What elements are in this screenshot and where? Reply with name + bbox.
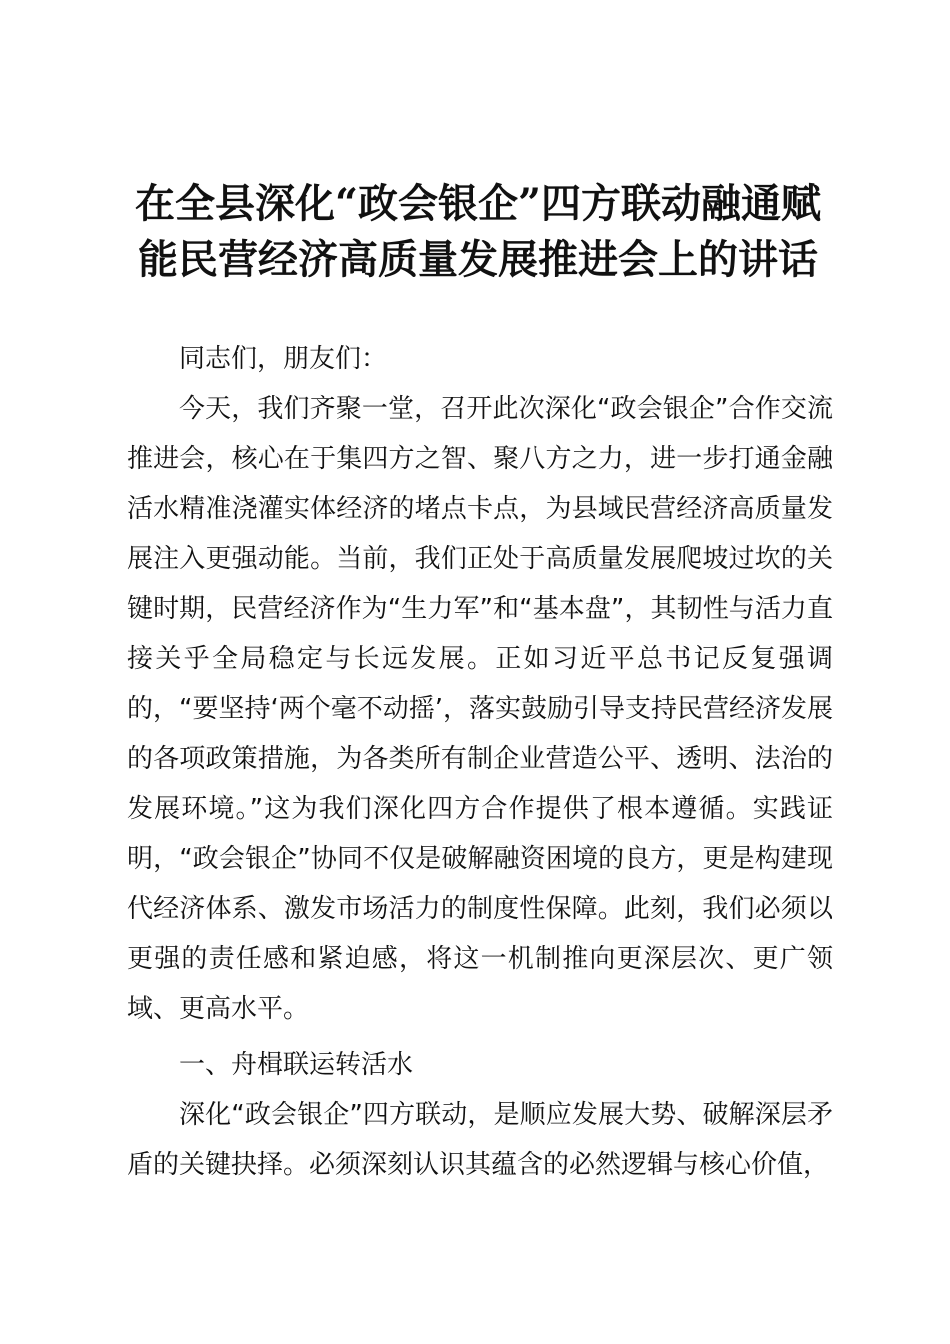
greeting-paragraph: 同志们，朋友们： [179,344,388,374]
section-paragraph: 深化“政会银企”四方联动，是顺应发展大势、破解深层矛盾的关键抉择。必须深刻认识其蕴含的必然逻辑与核心价值， [127,1100,833,1180]
document-body [127,334,833,1190]
intro-paragraph: 今天，我们齐聚一堂，召开此次深化“政会银企”合作交流推进会，核心在于集四方之智、聚八方之力，进一步打通金融活水精准浇灌实体经济的堵点卡点，为县域民营经济高质量发展注入更强动能。当前，我们正处于高质量发展爬坡过坎的关键时期，民营经济作为“生力军”和“基本盘”，其韧性与活力直接关乎全局稳定与长远发展。正如习近平总书记反复强调的，“要坚持‘两个毫不动摇’，落实鼓励引导支持民营经济发展的各项政策措施，为各类所有制企业营造公平、透明、法治的发展环境。”这为我们深化四方合作提供了根本遵循。实践证明，“政会银企”协同不仅是破解融资困境的良方，更是构建现代经济体系、激发市场活力的制度性保障。此刻，我们必须以更强的责任感和紧迫感，将这一机制推向更深层次、更广领域、更高水平。 [127,394,833,1024]
document-title: 在全县深化“政会银企”四方联动融通赋能民营经济高质量发展推进会上的讲话 [134,180,821,283]
section-heading: 一、舟楫联运转活水 [179,1050,414,1080]
